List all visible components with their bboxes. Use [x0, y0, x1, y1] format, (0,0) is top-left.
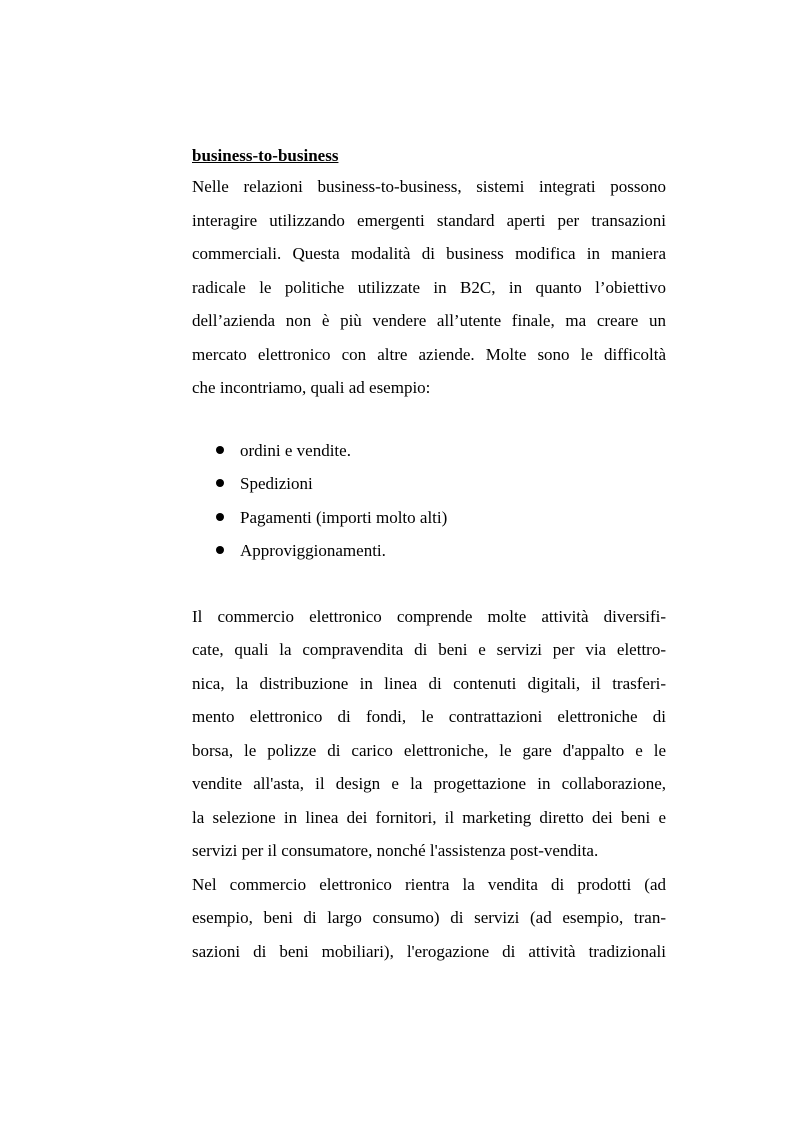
list-item [192, 467, 666, 501]
body-line: sazioni di beni mobiliari), l'erogazione di attività tradizionali [192, 941, 666, 961]
difficulty-list [192, 434, 666, 568]
list-item-text: Pagamenti (importi molto alti) [240, 507, 448, 527]
body-line: esempio, beni di largo consumo) di servizi (ad esempio, tran- [192, 908, 666, 927]
list-item-text: Approviggionamenti. [240, 541, 386, 560]
section-heading: business-to-business [192, 146, 339, 165]
body-line: la selezione in linea dei fornitori, il marketing diretto dei beni e [192, 807, 666, 827]
body-line: Nel commercio elettronico rientra la vendita di prodotti (ad [192, 874, 666, 894]
body-line: borsa, le polizze di carico elettroniche, le gare d'appalto e le [192, 740, 666, 760]
intro-line: dell’azienda non è più vendere all’utente finale, ma creare un [192, 311, 666, 330]
intro-line: radicale le politiche utilizzate in B2C, in quanto l’obiettivo [192, 277, 666, 297]
list-item-text: Spedizioni [240, 474, 313, 493]
bullet-icon [216, 546, 224, 554]
list-item-text: ordini e vendite. [240, 440, 351, 460]
body-line: Il commercio elettronico comprende molte attività diversifi- [192, 606, 666, 626]
bullet-icon [216, 446, 224, 454]
page-content [192, 143, 666, 968]
bullet-icon [216, 479, 224, 487]
list-item [192, 501, 666, 535]
intro-line: interagire utilizzando emergenti standard aperti per transazioni [192, 210, 666, 230]
body-line: servizi per il consumatore, nonché l'assistenza post-vendita. [192, 841, 599, 860]
intro-paragraph [192, 170, 666, 405]
body-line: cate, quali la compravendita di beni e servizi per via elettro- [192, 640, 666, 659]
intro-line: Nelle relazioni business-to-business, sistemi integrati possono [192, 177, 666, 196]
body-line: mento elettronico di fondi, le contrattazioni elettroniche di [192, 707, 666, 726]
body-paragraph [192, 600, 666, 969]
intro-line: che incontriamo, quali ad esempio: [192, 378, 431, 397]
bullet-icon [216, 513, 224, 521]
body-line: vendite all'asta, il design e la progettazione in collaborazione, [192, 774, 666, 793]
intro-line: mercato elettronico con altre aziende. Molte sono le difficoltà [192, 344, 666, 364]
list-item [192, 434, 666, 468]
intro-line: commerciali. Questa modalità di business modifica in maniera [192, 244, 666, 263]
body-line: nica, la distribuzione in linea di contenuti digitali, il trasferi- [192, 673, 666, 693]
list-item [192, 534, 666, 568]
